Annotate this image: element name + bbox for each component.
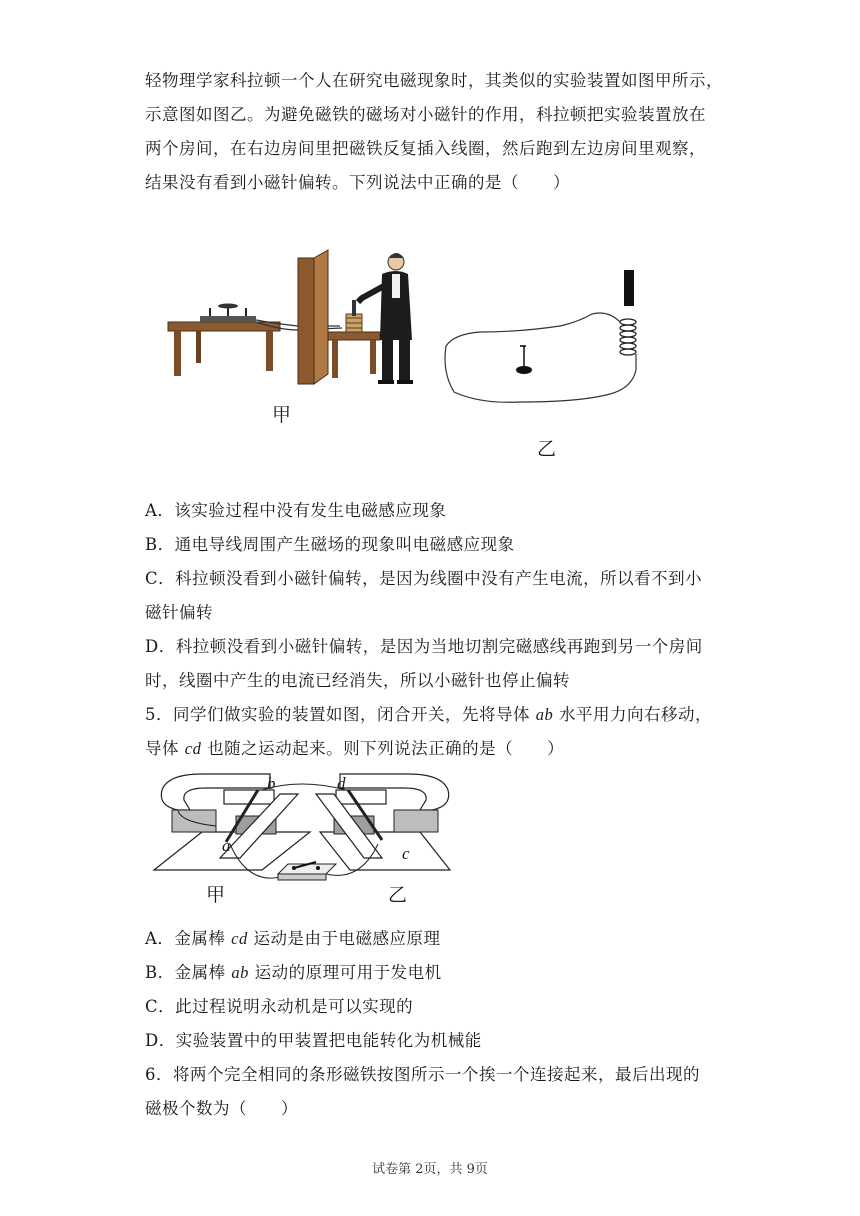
- q5-stem-text: 5．同学们做实验的装置如图，闭合开关，先将导体: [145, 705, 536, 724]
- q5-option-a-text: A．金属棒: [145, 929, 232, 948]
- q5-option-c: C．此过程说明永动机是可以实现的: [145, 997, 414, 1016]
- q4-figure-jia: [160, 240, 430, 390]
- q5-label-b: [267, 774, 276, 794]
- page-footer: 试卷第 2页，共 9页: [372, 1162, 488, 1177]
- q4-stem-line-1: 轻物理学家科拉顿一个人在研究电磁现象时，其类似的实验装置如图甲所示，: [145, 71, 723, 90]
- q5-caption-yi: 乙: [388, 884, 408, 906]
- label-a-text: a: [222, 836, 231, 855]
- coil-icon: [620, 319, 636, 355]
- q4-option-c-line-2: 磁针偏转: [145, 603, 213, 622]
- q5-option-a-text: 运动是由于电磁感应原理: [247, 929, 441, 948]
- q5-option-b-text: B．金属棒: [145, 963, 232, 982]
- q5-stem-line-1: [145, 698, 712, 732]
- q5-label-a: [222, 836, 231, 856]
- label-d-text: d: [337, 774, 346, 793]
- q5-stem-text: 水平用力向右移动，: [553, 705, 712, 724]
- q5-stem-text: 也随之运动起来。则下列说法正确的是（ ）: [201, 739, 565, 758]
- q5-option-a-conductor: cd: [231, 929, 248, 948]
- q4-stem-line-2: 示意图如图乙。为避免磁铁的磁场对小磁针的作用，科拉顿把实验装置放在: [145, 105, 706, 124]
- q5-stem-line-2: [145, 732, 564, 766]
- q4-stem-line-3: 两个房间，在右边房间里把磁铁反复插入线圈，然后跑到左边房间里观察，: [145, 139, 706, 158]
- q4-option-c-line-1: C．科拉顿没看到小磁针偏转，是因为线圈中没有产生电流，所以看不到小: [145, 569, 703, 588]
- label-b-text: b: [267, 774, 276, 793]
- q5-option-b-text: 运动的原理可用于发电机: [248, 963, 442, 982]
- q4-option-d-line-1: D．科拉顿没看到小磁针偏转，是因为当地切割完磁感线再跑到另一个房间: [145, 637, 703, 656]
- q4-option-d-line-2: 时，线圈中产生的电流已经消失，所以小磁针也停止偏转: [145, 671, 570, 690]
- q5-option-b-conductor: ab: [231, 963, 249, 982]
- q5-label-d: [337, 774, 346, 794]
- q5-figure: [150, 770, 460, 910]
- q5-label-c: [402, 844, 410, 864]
- q4-option-b: B．通电导线周围产生磁场的现象叫电磁感应现象: [145, 535, 515, 554]
- q4-stem-line-4: 结果没有看到小磁针偏转。下列说法中正确的是（ ）: [145, 173, 570, 192]
- q5-option-a: [145, 922, 441, 956]
- q5-stem-text: 导体: [145, 739, 185, 758]
- q5-option-d: D．实验装置中的甲装置把电能转化为机械能: [145, 1031, 482, 1050]
- q4-caption-jia: 甲: [272, 404, 292, 426]
- q4-caption-yi: 乙: [537, 438, 557, 460]
- compass-needle-icon: [516, 366, 532, 374]
- q6-stem-line-2: 磁极个数为（ ）: [145, 1099, 298, 1118]
- q5-caption-jia: 甲: [206, 884, 226, 906]
- q4-stem: [145, 64, 725, 200]
- q5-conductor-ab: ab: [535, 705, 554, 724]
- q4-figure-yi: [440, 262, 650, 430]
- q6-stem-line-1: 6．将两个完全相同的条形磁铁按图所示一个挨一个连接起来，最后出现的: [145, 1065, 700, 1084]
- switch-icon: [278, 862, 336, 880]
- label-c-text: c: [402, 844, 410, 863]
- q5-option-b: [145, 956, 442, 990]
- q5-conductor-cd: cd: [184, 739, 202, 758]
- q4-option-a: A．该实验过程中没有发生电磁感应现象: [145, 501, 447, 520]
